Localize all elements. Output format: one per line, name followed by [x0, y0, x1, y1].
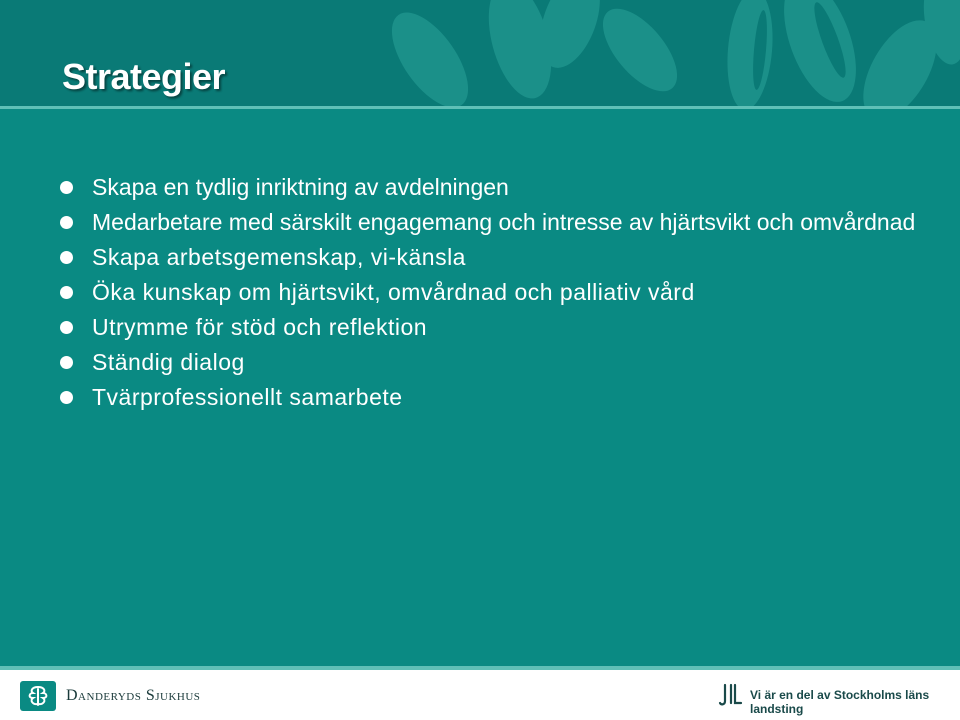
bullet-item: Ständig dialog [58, 347, 918, 378]
hospital-logo-icon [20, 681, 56, 711]
bullet-dot-icon [60, 356, 73, 369]
bullet-item: Skapa arbetsgemenskap, vi-känsla [58, 242, 918, 273]
bullet-dot-icon [60, 181, 73, 194]
hospital-name: Danderyds Sjukhus [66, 687, 201, 704]
bullet-item: Utrymme för stöd och reflektion [58, 312, 918, 343]
bullet-list [58, 172, 918, 417]
bullet-dot-icon [60, 286, 73, 299]
bullet-item: Medarbetare med särskilt engagemang och intresse av hjärtsvikt och omvårdnad [58, 207, 918, 238]
bullet-item: Skapa en tydlig inriktning av avdelningen [58, 172, 918, 203]
footer-tagline: Vi är en del av Stockholms läns landsting [750, 688, 930, 716]
sll-logo-icon [716, 681, 744, 709]
bullet-dot-icon [60, 216, 73, 229]
header-divider [0, 106, 960, 109]
slide-title: Strategier [62, 56, 226, 97]
bullet-dot-icon [60, 391, 73, 404]
bullet-dot-icon [60, 321, 73, 334]
slide-header [0, 0, 960, 106]
bullet-dot-icon [60, 251, 73, 264]
bullet-item: Öka kunskap om hjärtsvikt, omvårdnad och palliativ vård [58, 277, 918, 308]
bullet-item: Tvärprofessionellt samarbete [58, 382, 918, 413]
